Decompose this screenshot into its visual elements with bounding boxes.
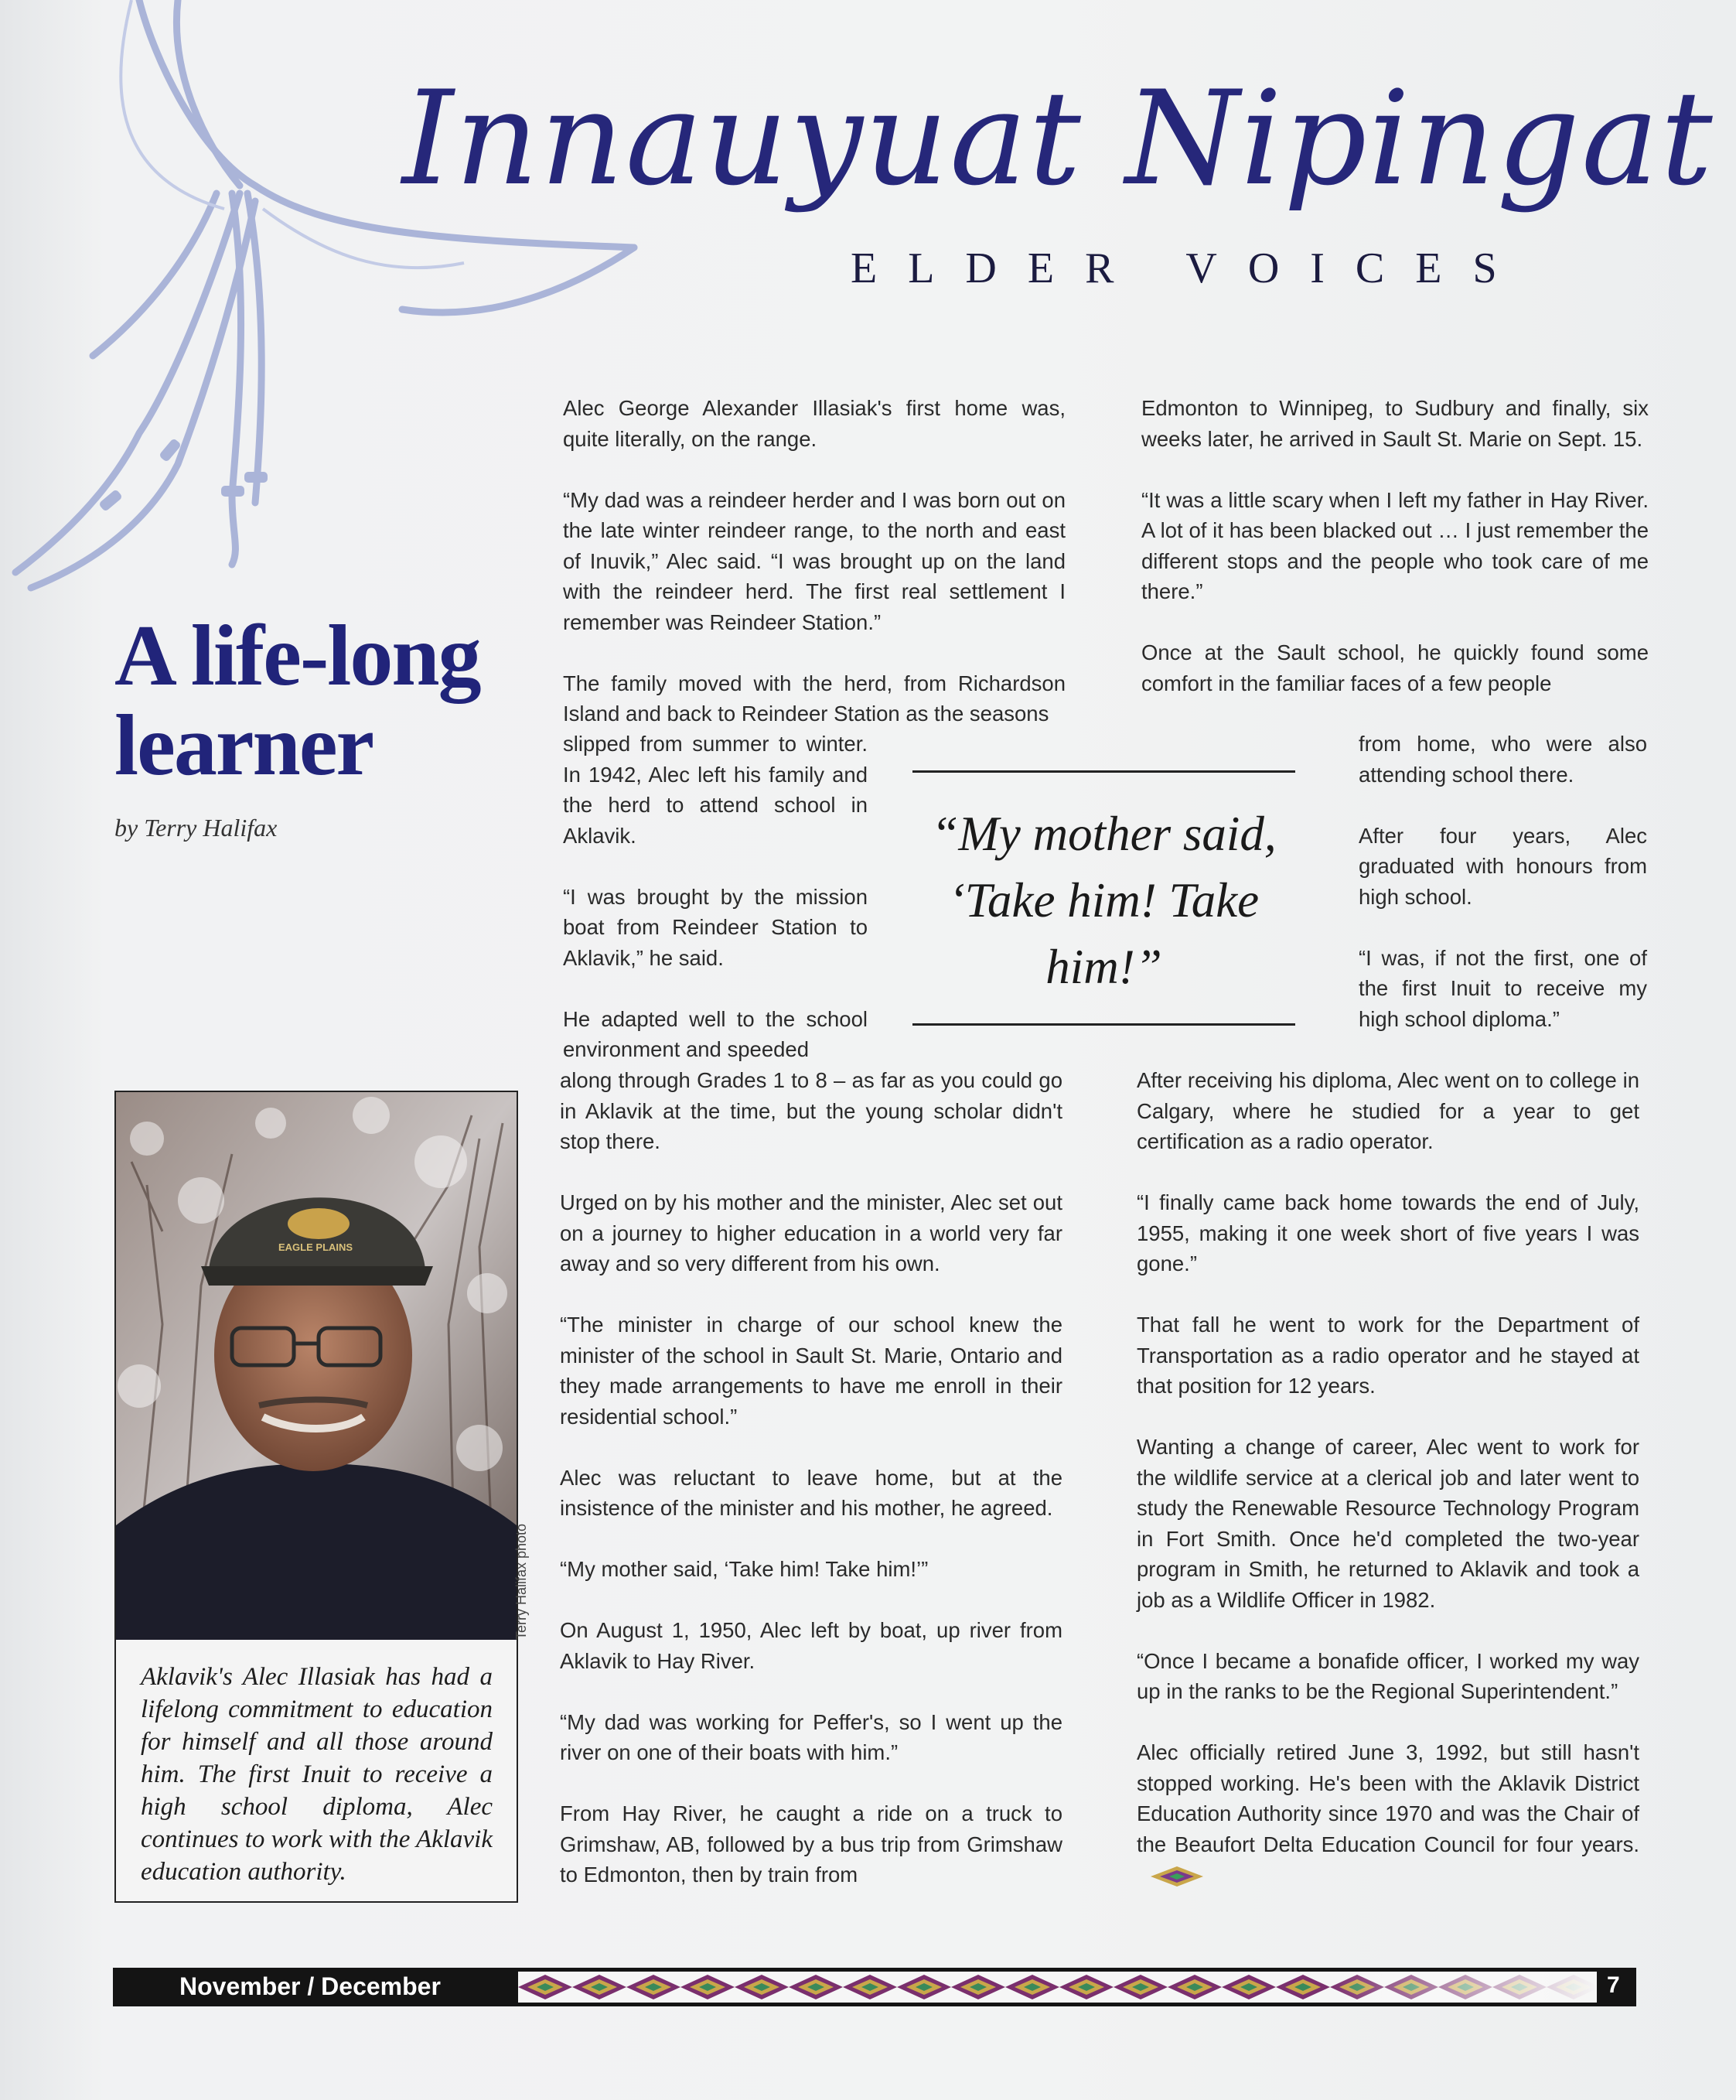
elder-portrait-photo [116,1092,517,1640]
paragraph: On August 1, 1950, Alec left by boat, up river from Aklavik to Hay River. [560,1618,1062,1673]
paragraph: Alec was reluctant to leave home, but at the insistence of the minister and his mother, he agreed. [560,1465,1062,1520]
paragraph: From Hay River, he caught a ride on a truck to Grimshaw, AB, followed by a bus trip from Grimshaw to Edmonton, then by train from [560,1801,1062,1887]
article-column-2-bottom [1137,1065,1639,1890]
pull-quote: “My mother said, ‘Take him! Take him!” [912,770,1295,1026]
paragraph: After four years, Alec graduated with honours from high school. [1359,823,1647,909]
paragraph: “I was brought by the mission boat from Reindeer Station to Aklavik,” he said. [563,884,868,970]
photo-caption: Aklavik's Alec Illasiak has had a lifelong commitment to education for himself and all those around him. The first Inuit to receive a high school diploma, Alec continues to work with the Aklavik education authority. [141,1663,493,1886]
decorative-pattern-band [518,1972,1597,2003]
paragraph: Alec George Alexander Illasiak's first home was, quite literally, on the range. [563,396,1066,451]
article-column-1-top [563,393,1066,729]
paragraph: “My dad was a reindeer herder and I was born out on the late winter reindeer range, to the north and east of Inuvik,” Alec said. “I was brought up on the land with the reindeer herd. The first real settlement I remember was Reindeer Station.” [563,487,1066,634]
paragraph: “Once I became a bonafide officer, I worked my way up in the ranks to be the Regional Superintendent.” [1137,1648,1639,1703]
photo-box [114,1091,518,1903]
paragraph: Urged on by his mother and the minister, Alec set out on a journey to higher education in a world very far away and so very different from his own. [560,1190,1062,1275]
paragraph: Edmonton to Winnipeg, to Sudbury and finally, six weeks later, he arrived in Sault St. Marie on Sept. 15. [1141,396,1649,451]
article-column-2-narrow [1359,729,1647,1034]
paragraph: slipped from summer to winter. In 1942, Alec left his family and the herd to attend school in Aklavik. [563,732,868,848]
paragraph: Wanting a change of career, Alec went to work for the wildlife service at a clerical job and later went to study the Renewable Resource Technology Program in Fort Smith. Once he'd completed the two-year program in Smith, he returned to Aklavik and took a job as a Wildlife Officer in 1982. [1137,1435,1639,1612]
paragraph: “My mother said, ‘Take him! Take him!’” [560,1557,929,1581]
article-column-1-bottom [560,1065,1062,1890]
paragraph: “It was a little scary when I left my father in Hay River. A lot of it has been blacked out … I just remember the different stops and the people who took care of me there.” [1141,487,1649,603]
article-headline: A life-long learner [114,608,480,794]
paragraph: The family moved with the herd, from Richardson Island and back to Reindeer Station as the seasons [563,671,1066,726]
paragraph: After receiving his diploma, Alec went on to college in Calgary, where he studied for a year to get certification as a radio operator. [1137,1068,1639,1153]
masthead-subtitle: ELDER VOICES [851,244,1528,292]
paragraph: He adapted well to the school environment and speeded [563,1006,868,1061]
article-byline: by Terry Halifax [114,814,278,842]
paragraph: “My dad was working for Peffer's, so I went up the river on one of their boats with him.” [560,1709,1062,1764]
closing-paragraph-text: Alec officially retired June 3, 1992, but still hasn't stopped working. He's been with the Aklavik District Education Authority since 1970 and was the Chair of the Beaufort Delta Education Council for four years. [1137,1740,1639,1856]
issue-date: November / December [179,1972,441,2000]
paragraph: That fall he went to work for the Department of Transportation as a radio operator and he stayed at that position for 12 years. [1137,1313,1639,1398]
paragraph: from home, who were also attending school there. [1359,732,1647,787]
article-column-2-top [1141,393,1649,698]
masthead-title: Innauyuat Nipingat [402,63,1714,214]
paragraph: “I finally came back home towards the end of July, 1955, making it one week short of five years I was gone.” [1137,1190,1639,1275]
paragraph: Once at the Sault school, he quickly found some comfort in the familiar faces of a few people [1141,640,1649,695]
paragraph: “The minister in charge of our school knew the minister of the school in Sault St. Marie, Ontario and they made arrangements to have me enroll in their residential school.” [560,1313,1062,1429]
end-of-story-mark [1148,1865,1206,1888]
hat-logo-text: EAGLE PLAINS [278,1241,353,1253]
article-column-1-narrow [563,729,868,1065]
paragraph: “I was, if not the first, one of the first Inuit to receive my high school diploma.” [1359,945,1647,1031]
photo-credit: Terry Halifax photo [513,1523,529,1640]
paragraph: along through Grades 1 to 8 – as far as you could go in Aklavik at the time, but the young scholar didn't stop there. [560,1068,1062,1153]
page-number: 7 [1607,1972,1620,1998]
paragraph [1137,1737,1639,1890]
